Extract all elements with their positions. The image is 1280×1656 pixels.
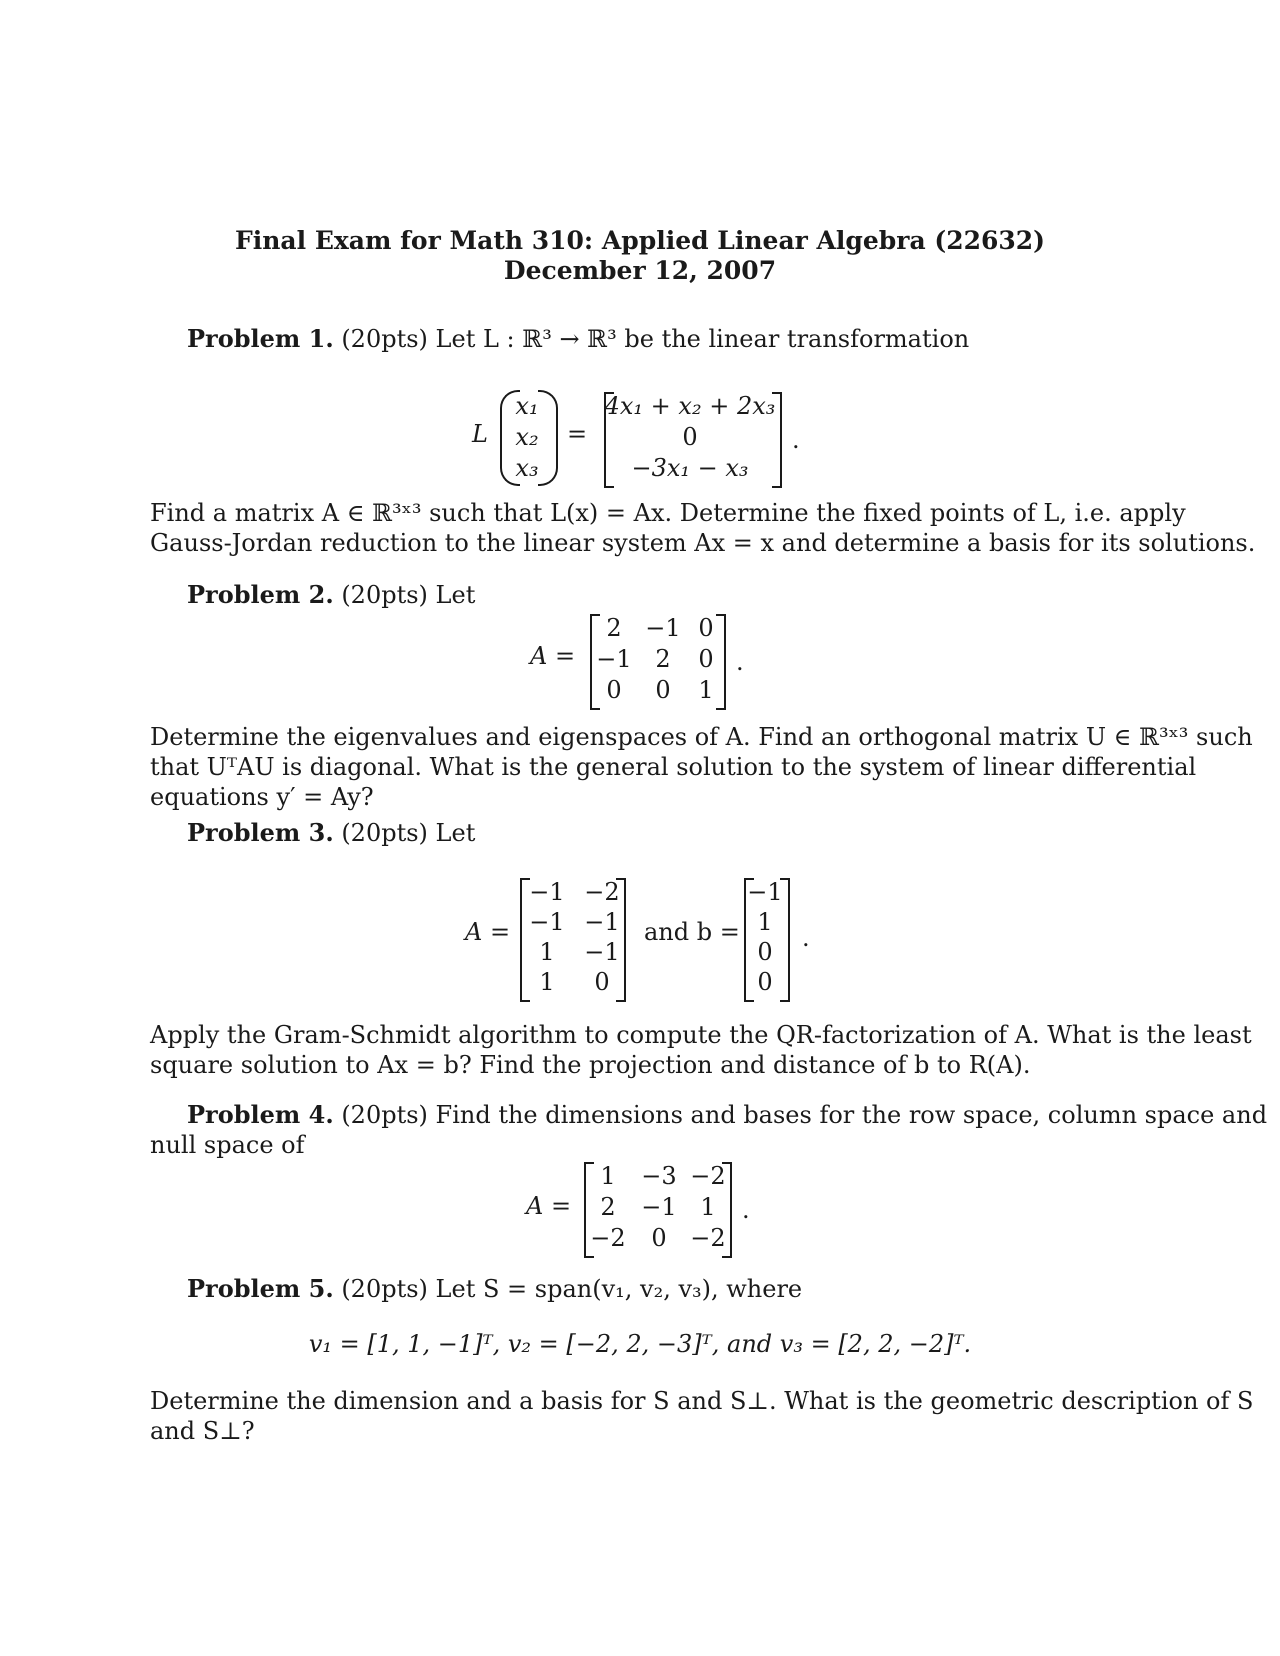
problem-5-label: Problem 5. [187, 1274, 334, 1303]
problem-1-label: Problem 1. [187, 324, 334, 353]
matrix-cell: 2 [606, 614, 622, 642]
problem-1-line-1: Find a matrix A ∈ ℝ³ˣ³ such that L(x) = Ax. Determine the fixed points of L, i.e. apply [150, 499, 1186, 527]
vector-entry-3: x₃ [515, 454, 539, 482]
rhs-entry-1: 4x₁ + x₂ + 2x₃ [604, 392, 776, 420]
problem-5-intro: Let S = span(v₁, v₂, v₃), where [435, 1275, 803, 1303]
matrix-cell: −1 [529, 878, 565, 906]
matrix-cell: −1 [584, 908, 620, 936]
matrix-cell: −1 [584, 938, 620, 966]
problem-5-heading [187, 1274, 802, 1304]
matrix-cell: 0 [651, 1224, 667, 1252]
problem-2-line-1: Determine the eigenvalues and eigenspaces of A. Find an orthogonal matrix U ∈ ℝ³ˣ³ such [150, 723, 1253, 751]
matrix-cell: −1 [645, 614, 681, 642]
matrix-cell: 0 [698, 614, 714, 642]
problem-3-question [150, 1020, 1252, 1080]
problem-4-line-1: Find the dimensions and bases for the row space, column space and [435, 1101, 1268, 1129]
vector-entry-1: x₁ [515, 392, 539, 420]
title-line-2: December 12, 2007 [503, 256, 777, 285]
rhs-right-bracket [772, 392, 782, 488]
problem-1-points: (20pts) [341, 325, 428, 353]
problem-4-label: Problem 4. [187, 1100, 334, 1129]
matrix-cell: −3 [641, 1162, 677, 1190]
problem-1-question [150, 498, 1256, 558]
problem-3-heading [187, 818, 475, 848]
matrix-cell: −1 [529, 908, 565, 936]
vector-b-cell: −1 [747, 878, 783, 906]
exam-title [0, 226, 1280, 286]
problem-5-points: (20pts) [341, 1275, 428, 1303]
problem-2-end: . [736, 648, 744, 676]
problem-2-line-3: equations y′ = Ay? [150, 783, 374, 811]
problem-1-intro: Let L : ℝ³ → ℝ³ be the linear transformation [435, 325, 970, 353]
problem-3-points: (20pts) [341, 819, 428, 847]
matrix-a-label: A = [530, 642, 576, 670]
problem-3-label: Problem 3. [187, 818, 334, 847]
vector-right-paren [538, 390, 558, 486]
vector-b-right-bracket [780, 878, 790, 1002]
problem-2-intro: Let [435, 581, 476, 609]
matrix-right-bracket [716, 614, 726, 710]
problem-2-question [150, 722, 1253, 812]
vector-b-cell: 0 [757, 968, 773, 996]
matrix-cell: 1 [539, 938, 555, 966]
matrix-right-bracket [616, 878, 626, 1002]
problem-2-heading [187, 580, 475, 610]
matrix-a-label: A = [526, 1192, 572, 1220]
eq-end: . [792, 426, 800, 454]
rhs-entry-2: 0 [682, 423, 698, 451]
problem-1-line-2: Gauss-Jordan reduction to the linear system Ax = x and determine a basis for its solutions. [150, 529, 1256, 557]
problem-2-label: Problem 2. [187, 580, 334, 609]
matrix-a-label: A = [465, 918, 511, 946]
rhs-entry-3: −3x₁ − x₃ [631, 454, 749, 482]
problem-4-points: (20pts) [341, 1101, 428, 1129]
matrix-cell: 0 [655, 676, 671, 704]
problem-2-line-2: that UᵀAU is diagonal. What is the general solution to the system of linear differential [150, 753, 1197, 781]
matrix-cell: 1 [698, 676, 714, 704]
matrix-cell: −2 [590, 1224, 626, 1252]
connector-and-b: and b = [644, 918, 740, 946]
matrix-cell: −2 [690, 1162, 726, 1190]
problem-5-vectors: v₁ = [1, 1, −1]ᵀ, v₂ = [−2, 2, −3]ᵀ, and v₃ = [2, 2, −2]ᵀ. [308, 1330, 972, 1358]
problem-3-intro: Let [435, 819, 476, 847]
matrix-cell: −1 [596, 645, 632, 673]
vector-b-cell: 0 [757, 938, 773, 966]
matrix-cell: −1 [641, 1193, 677, 1221]
eq-equals: = [567, 420, 588, 448]
vector-entry-2: x₂ [515, 423, 539, 451]
problem-3-line-1: Apply the Gram-Schmidt algorithm to compute the QR-factorization of A. What is the least [150, 1021, 1252, 1049]
problem-4-line-2: null space of [150, 1131, 305, 1159]
matrix-cell: 1 [539, 968, 555, 996]
matrix-cell: −2 [584, 878, 620, 906]
problem-3-line-2: square solution to Ax = b? Find the projection and distance of b to R(A). [150, 1051, 1031, 1079]
matrix-cell: 2 [655, 645, 671, 673]
matrix-cell: 0 [698, 645, 714, 673]
matrix-cell: 1 [600, 1162, 616, 1190]
matrix-cell: −2 [690, 1224, 726, 1252]
problem-3-end: . [802, 924, 810, 952]
matrix-cell: 0 [606, 676, 622, 704]
problem-5-line-1: Determine the dimension and a basis for S and S⊥. What is the geometric description of S [150, 1387, 1254, 1415]
matrix-cell: 0 [594, 968, 610, 996]
title-line-1: Final Exam for Math 310: Applied Linear Algebra (22632) [235, 226, 1045, 255]
problem-1-heading [187, 324, 969, 354]
problem-2-points: (20pts) [341, 581, 428, 609]
problem-4-intro [150, 1100, 1268, 1160]
eq-lhs-symbol: L [472, 420, 488, 448]
vector-b-cell: 1 [757, 908, 773, 936]
problem-5-line-2: and S⊥? [150, 1417, 255, 1445]
problem-4-end: . [742, 1196, 750, 1224]
matrix-right-bracket [722, 1162, 732, 1258]
matrix-cell: 1 [700, 1193, 716, 1221]
matrix-cell: 2 [600, 1193, 616, 1221]
problem-5-question [150, 1386, 1254, 1446]
